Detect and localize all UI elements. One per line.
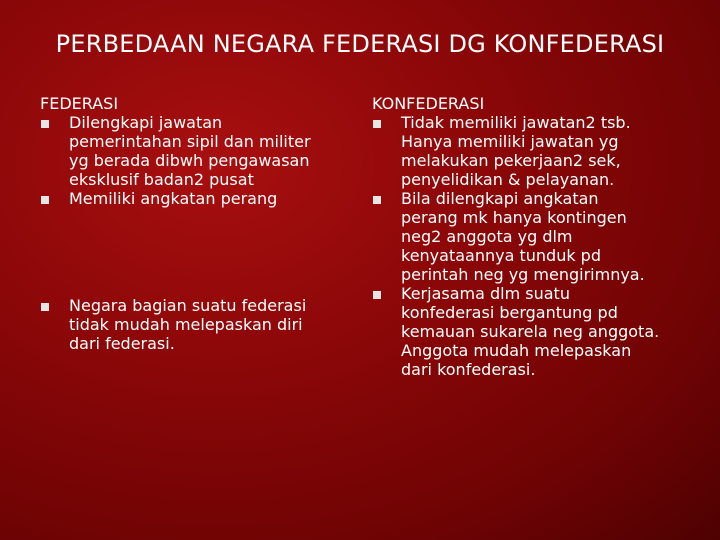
federasi-item-2: [40, 189, 350, 208]
square-bullet-icon: [373, 291, 381, 299]
square-bullet-icon: [41, 196, 49, 204]
konfederasi-item-1: [372, 113, 697, 189]
item-line: dari konfederasi.: [401, 360, 536, 379]
item-line: kenyataannya tunduk pd: [401, 246, 601, 265]
federasi-bullet-list: [40, 113, 350, 353]
item-line: penyelidikan & pelayanan.: [401, 170, 615, 189]
item-line: perang mk hanya kontingen: [401, 208, 627, 227]
item-line: Memiliki angkatan perang: [69, 189, 278, 208]
federasi-heading: FEDERASI: [40, 94, 119, 113]
item-line: Dilengkapi jawatan: [69, 113, 223, 132]
konfederasi-item-3: [372, 284, 697, 379]
item-line: kemauan sukarela neg anggota.: [401, 322, 660, 341]
item-line: yg berada dibwh pengawasan: [69, 151, 310, 170]
square-bullet-icon: [373, 196, 381, 204]
item-line: perintah neg yg mengirimnya.: [401, 265, 645, 284]
item-line: dari federasi.: [69, 334, 175, 353]
federasi-column: [40, 94, 350, 353]
item-line: Hanya memiliki jawatan yg: [401, 132, 619, 151]
item-line: tidak mudah melepaskan diri: [69, 315, 303, 334]
slide-title: PERBEDAAN NEGARA FEDERASI DG KONFEDERASI: [55, 30, 665, 58]
item-line: Negara bagian suatu federasi: [69, 296, 307, 315]
konfederasi-item-2: [372, 189, 697, 284]
item-line: Bila dilengkapi angkatan: [401, 189, 599, 208]
item-line: pemerintahan sipil dan militer: [69, 132, 311, 151]
item-line: eksklusif badan2 pusat: [69, 170, 254, 189]
federasi-item-1: [40, 113, 350, 189]
konfederasi-bullet-list: [372, 113, 697, 379]
item-line: neg2 anggota yg dlm: [401, 227, 573, 246]
item-line: konfederasi bergantung pd: [401, 303, 618, 322]
konfederasi-heading: KONFEDERASI: [372, 94, 485, 113]
konfederasi-column: [372, 94, 697, 379]
item-line: melakukan pekerjaan2 sek,: [401, 151, 621, 170]
square-bullet-icon: [41, 303, 49, 311]
square-bullet-icon: [373, 120, 381, 128]
square-bullet-icon: [41, 120, 49, 128]
item-line: Anggota mudah melepaskan: [401, 341, 632, 360]
item-line: Kerjasama dlm suatu: [401, 284, 570, 303]
item-line: Tidak memiliki jawatan2 tsb.: [401, 113, 631, 132]
federasi-item-3: [40, 296, 350, 353]
